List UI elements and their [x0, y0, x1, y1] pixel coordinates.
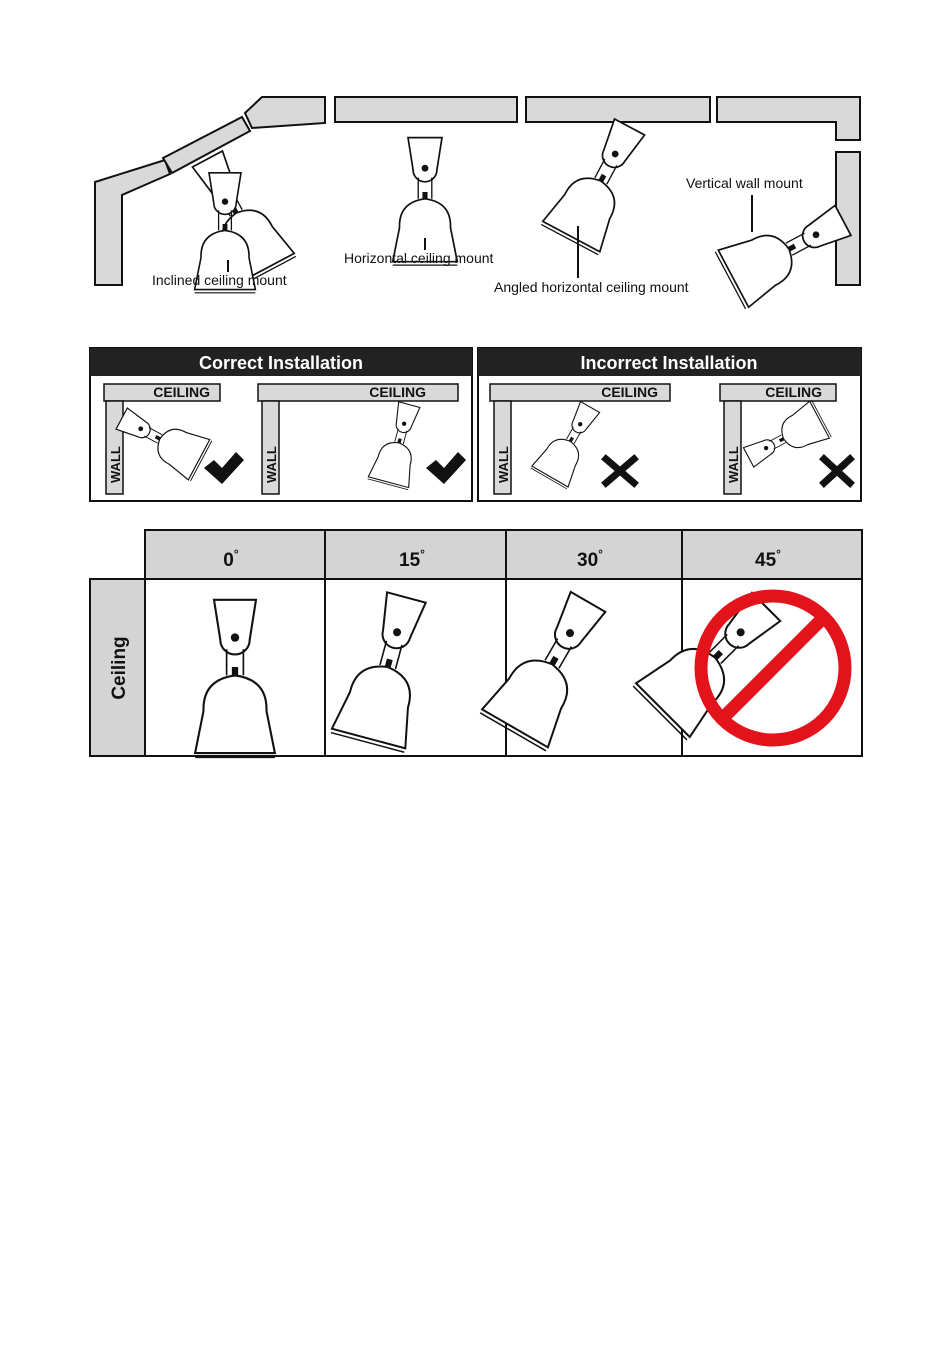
label-angled-mount: Angled horizontal ceiling mount [494, 279, 689, 295]
installation-panels [90, 348, 861, 501]
row-label-ceiling: Ceiling [109, 636, 130, 700]
ceiling-corner-segment [717, 97, 860, 140]
ceiling-segment [526, 97, 710, 122]
label-vertical-mount: Vertical wall mount [686, 175, 803, 191]
wall-label: WALL [264, 446, 279, 483]
incorrect-installation-panel [478, 348, 861, 501]
correct-installation-panel [90, 348, 472, 501]
incorrect-installation-title: Incorrect Installation [580, 353, 758, 373]
column-header-0: 0° [223, 547, 239, 571]
wall-label: WALL [496, 446, 511, 483]
ceiling-label: CEILING [601, 384, 658, 400]
column-header-45: 45° [755, 547, 781, 571]
correct-installation-title: Correct Installation [198, 353, 364, 373]
label-horizontal-mount: Horizontal ceiling mount [344, 250, 494, 266]
wall-label: WALL [108, 446, 123, 483]
ceiling-segment [335, 97, 517, 122]
ceiling-label: CEILING [153, 384, 210, 400]
column-header-15: 15° [399, 547, 425, 571]
ceiling-label: CEILING [765, 384, 822, 400]
ceiling-label: CEILING [369, 384, 426, 400]
wall-label: WALL [726, 446, 741, 483]
column-header-30: 30° [577, 547, 603, 571]
ceiling-bar [258, 384, 458, 401]
angle-table [90, 530, 862, 757]
angled-heater-icon [541, 112, 658, 255]
mount-types-section [95, 97, 860, 309]
label-inclined-mount: Inclined ceiling mount [152, 272, 287, 288]
